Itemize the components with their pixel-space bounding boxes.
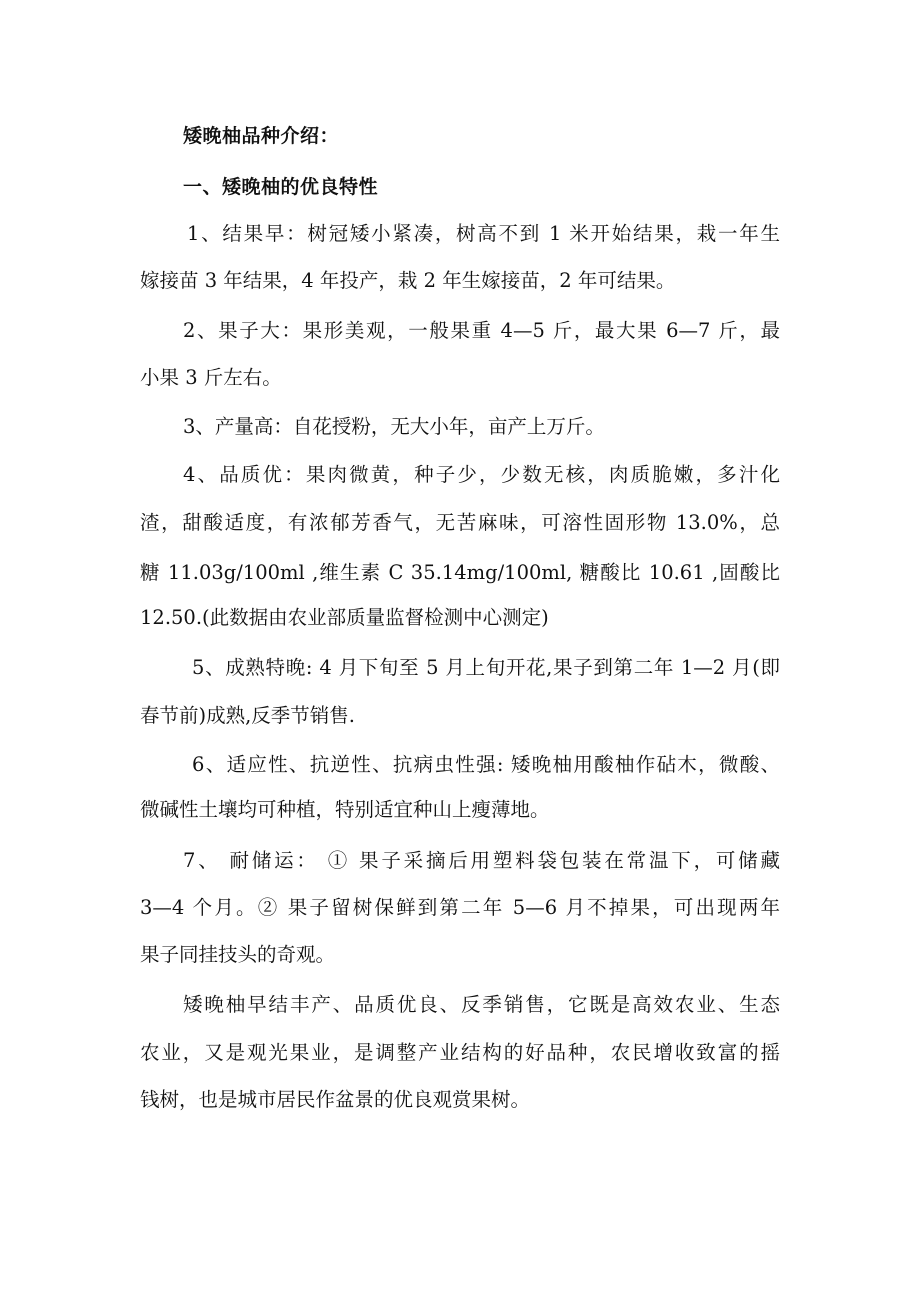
document-title: 矮晚柚品种介绍：	[183, 125, 340, 147]
item1-line2: 嫁接苗 3 年结果，4 年投产，栽 2 年生嫁接苗，2 年可结果。	[140, 269, 676, 292]
item7-line1: 7、 耐储运： ① 果子采摘后用塑料袋包装在常温下，可储藏	[183, 849, 780, 872]
item5-line1: 5、成熟特晚: 4 月下旬至 5 月上旬开花,果子到第二年 1—2 月(即	[192, 656, 780, 679]
item6-line2: 微碱性土壤均可种植，特别适宜种山上瘦薄地。	[140, 798, 550, 821]
summary-line1: 矮晚柚早结丰产、品质优良、反季销售，它既是高效农业、生态	[183, 993, 780, 1016]
item5-line2: 春节前)成熟,反季节销售.	[140, 704, 356, 727]
section-heading: 一、矮晚柚的优良特性	[183, 176, 379, 198]
item4-line3: 糖 11.03g/100ml ,维生素 C 35.14mg/100ml, 糖酸比 10.61 ,固酸比	[140, 561, 780, 584]
item2-line2: 小果 3 斤左右。	[140, 366, 282, 389]
item4-line2: 渣，甜酸适度，有浓郁芳香气，无苦麻味，可溶性固形物 13.0%，总	[140, 511, 780, 534]
item1-line1: 1、结果早：树冠矮小紧凑，树高不到 1 米开始结果，栽一年生	[187, 222, 780, 245]
item4-line4: 12.50.(此数据由农业部质量监督检测中心测定)	[140, 606, 549, 629]
summary-line2: 农业，又是观光果业，是调整产业结构的好品种，农民增收致富的摇	[140, 1041, 780, 1064]
item2-line1: 2、果子大：果形美观，一般果重 4—5 斤，最大果 6—7 斤，最	[183, 319, 780, 342]
item3-line1: 3、产量高：自花授粉，无大小年，亩产上万斤。	[183, 415, 605, 438]
summary-line3: 钱树，也是城市居民作盆景的优良观赏果树。	[140, 1088, 531, 1111]
item7-line2: 3—4 个月。② 果子留树保鲜到第二年 5—6 月不掉果，可出现两年	[140, 896, 780, 919]
item4-line1: 4、品质优：果肉微黄，种子少，少数无核，肉质脆嫩，多汁化	[183, 463, 780, 486]
item7-line3: 果子同挂技头的奇观。	[140, 943, 336, 966]
item6-line1: 6、适应性、抗逆性、抗病虫性强: 矮晚柚用酸柚作砧木，微酸、	[192, 753, 780, 776]
